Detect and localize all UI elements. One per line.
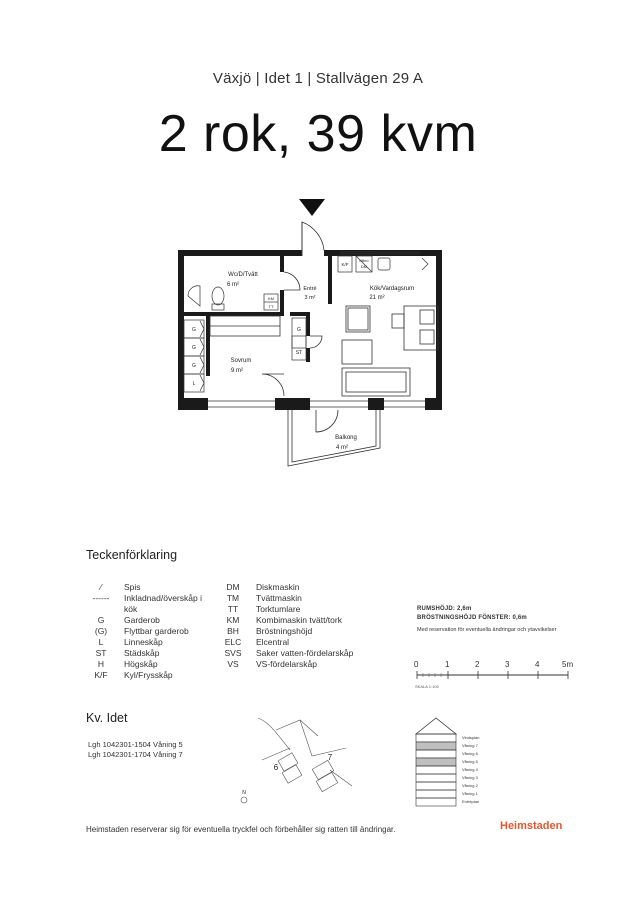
entry-room-area: 3 m² bbox=[304, 295, 316, 301]
balcony-door-swing bbox=[316, 410, 338, 432]
brand-logo: Heimstaden bbox=[500, 820, 563, 832]
scale-tick-label: 3 bbox=[505, 660, 510, 669]
entry-wardrobe-label: G bbox=[297, 327, 301, 333]
dm-label: DM bbox=[361, 265, 367, 269]
reservation-note: Med reservation för eventuella ändringar och ytavvikelser bbox=[417, 627, 557, 633]
tt-label: TT bbox=[268, 304, 274, 309]
location-subtitle: Växjö | Idet 1 | Stallvägen 29 A bbox=[212, 70, 424, 87]
bedroom-room-name: Sovrum bbox=[230, 358, 252, 364]
km-label: KM bbox=[268, 296, 274, 301]
page-title: 2 rok, 39 kvm bbox=[158, 105, 478, 163]
legend-symbol: SVS bbox=[224, 648, 242, 658]
unit-line: Lgh 1042301-1504 Våning 5 bbox=[88, 740, 183, 749]
block-heading: Kv. Idet bbox=[86, 711, 128, 725]
legend-description: Saker vatten-fördelarskåp bbox=[256, 648, 354, 658]
legend-description: Tvättmaskin bbox=[256, 593, 302, 603]
legend-description: Linneskåp bbox=[124, 637, 163, 647]
room-height: RUMSHÖJD: 2,6m bbox=[417, 606, 472, 612]
legend-description: Städskåp bbox=[124, 648, 160, 658]
furniture bbox=[210, 306, 438, 396]
kf-label: K/F bbox=[341, 262, 349, 267]
legend-symbol: DM bbox=[226, 582, 240, 592]
unit-line: Lgh 1042301-1704 Våning 7 bbox=[88, 750, 183, 759]
wc-room-area: 6 m² bbox=[227, 282, 239, 288]
sill-height: BRÖSTNINGSHÖJD FÖNSTER: 0,6m bbox=[417, 615, 527, 621]
legend-description: VS-fördelarskåp bbox=[256, 659, 317, 669]
legend-symbol: BH bbox=[227, 626, 239, 636]
kitchen-room-name: Kök/Vardagsrum bbox=[369, 286, 415, 292]
door-swings bbox=[262, 222, 324, 396]
floor-label: Vindsplan bbox=[462, 735, 480, 740]
bedroom-wardrobes bbox=[184, 318, 306, 392]
floor-label: Våning 2 bbox=[462, 783, 478, 788]
floor-label: Våning 3 bbox=[462, 775, 478, 780]
legend-description: kök bbox=[124, 604, 138, 614]
legend-description: Garderob bbox=[124, 615, 160, 625]
legend-symbol: ST bbox=[95, 648, 107, 658]
legend-description: Högskåp bbox=[124, 659, 158, 669]
bathroom-fixtures bbox=[188, 286, 278, 310]
legend-description: Inkladnad/överskåp i bbox=[124, 593, 202, 603]
wardrobe-label-3: G bbox=[192, 363, 196, 369]
legend-description: Kyl/Frysskåp bbox=[124, 670, 173, 680]
entry-room-name: Entré bbox=[303, 286, 317, 292]
legend-symbol: TT bbox=[227, 604, 239, 614]
cleaning-cabinet-label: ST bbox=[295, 350, 303, 356]
legend-symbol: ------ bbox=[92, 593, 110, 603]
footer-disclaimer: Heimstaden reserverar sig för eventuella tryckfel och förbehåller sig ratten till ändringar. bbox=[86, 825, 396, 834]
kitchen-room-area: 21 m² bbox=[369, 295, 385, 301]
floor-label: Våning 1 bbox=[462, 791, 478, 796]
scale-tick-label: 5m bbox=[562, 660, 574, 669]
kitchen-fixtures bbox=[338, 256, 428, 272]
site-number-7: 7 bbox=[327, 753, 333, 762]
scale-bar bbox=[417, 671, 568, 679]
scale-tick-label: 1 bbox=[445, 660, 450, 669]
legend-heading: Teckenförklaring bbox=[86, 548, 178, 562]
legend-description: Bröstningshöjd bbox=[256, 626, 313, 636]
balcony-room-name: Balkong bbox=[335, 435, 357, 441]
wardrobe-label-2: G bbox=[192, 345, 196, 351]
legend-symbol: KM bbox=[226, 615, 240, 625]
linen-label: L bbox=[192, 381, 196, 387]
floor-label: Våning 5 bbox=[462, 759, 478, 764]
site-plan bbox=[241, 718, 352, 803]
legend-symbol: G bbox=[97, 615, 105, 625]
legend-description: Elcentral bbox=[256, 637, 290, 647]
legend-symbol: ⁄ bbox=[100, 582, 102, 592]
legend-description: Diskmaskin bbox=[256, 582, 300, 592]
scale-tick-label: 0 bbox=[414, 660, 419, 669]
bedroom-room-area: 9 m² bbox=[231, 368, 243, 374]
legend-symbol: L bbox=[98, 637, 104, 647]
floor-label: Entréplan bbox=[462, 799, 480, 804]
wc-room-name: Wc/D/Tvätt bbox=[228, 272, 258, 278]
balcony-outline bbox=[288, 410, 380, 466]
wardrobe-label-1: G bbox=[192, 327, 196, 333]
north-arrow-icon: N bbox=[242, 790, 246, 796]
floor-label: Våning 4 bbox=[462, 767, 478, 772]
floor-label: Våning 6 bbox=[462, 751, 478, 756]
legend-description: Kombimaskin tvätt/tork bbox=[256, 615, 342, 625]
scale-tick-label: 2 bbox=[475, 660, 480, 669]
legend-symbol: (G) bbox=[94, 626, 108, 636]
legend-symbol: ELC bbox=[224, 637, 242, 647]
legend-description: Torktumlare bbox=[256, 604, 301, 614]
mikro-label: Mikro bbox=[359, 259, 369, 263]
floor-label: Våning 7 bbox=[462, 743, 478, 748]
site-number-6: 6 bbox=[273, 763, 279, 772]
scale-tick-label: 4 bbox=[535, 660, 540, 669]
legend-description: Flyttbar garderob bbox=[124, 626, 189, 636]
building-elevation bbox=[416, 718, 456, 806]
entrance-arrow-icon bbox=[299, 199, 325, 216]
balcony-room-area: 4 m² bbox=[336, 445, 348, 451]
legend-description: Spis bbox=[124, 582, 141, 592]
legend-symbol: TM bbox=[226, 593, 240, 603]
legend-symbol: VS bbox=[227, 659, 239, 669]
scale-label: SKALA 1:100 bbox=[415, 684, 439, 689]
legend-symbol: H bbox=[97, 659, 105, 669]
legend-symbol: K/F bbox=[94, 670, 108, 680]
